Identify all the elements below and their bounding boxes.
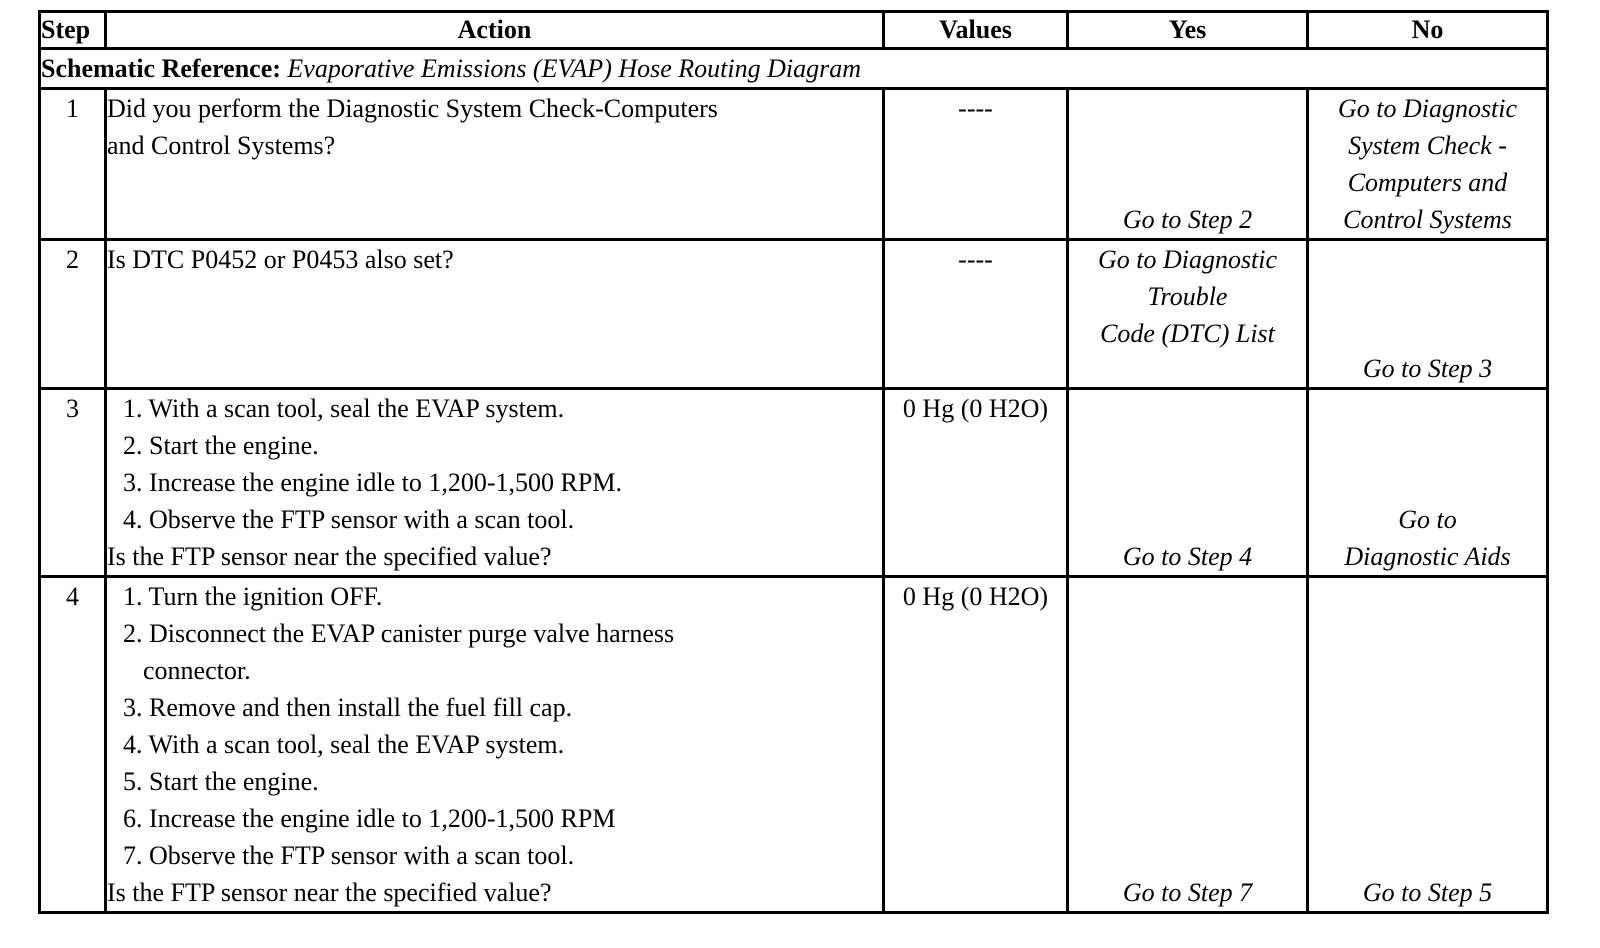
list-item: 3. Increase the engine idle to 1,200-1,500 RPM. [123,468,622,497]
step-list [107,390,882,538]
value-cell: 0 Hg (0 H2O) [884,389,1068,577]
list-item [123,652,882,689]
list-item: 4. Observe the FTP sensor with a scan tool. [123,505,575,534]
value-cell: ---- [884,89,1068,240]
schematic-row [40,49,1548,89]
step-number: 1 [40,89,106,240]
list-item-continuation: connector. [143,656,251,685]
list-item: 7. Observe the FTP sensor with a scan tool. [123,841,575,870]
action-cell [106,89,884,240]
list-item: 6. Increase the engine idle to 1,200-1,500 RPM [123,804,616,833]
yes-link[interactable]: Go to Step 7 [1122,878,1253,907]
step-number: 4 [40,577,106,913]
no-link[interactable] [1309,501,1546,575]
list-item: 2. Disconnect the EVAP canister purge valve harness [123,619,675,648]
header-row [40,12,1548,49]
yes-cell [1068,89,1308,240]
no-cell [1308,240,1548,389]
action-line: and Control Systems? [107,131,336,160]
yes-link[interactable]: Go to Step 4 [1122,542,1253,571]
schematic-label: Schematic Reference: [41,54,281,83]
header-yes: Yes [1068,12,1308,49]
no-link-line: Computers and [1347,168,1508,197]
question: Is the FTP sensor near the specified value? [107,542,552,571]
header-action: Action [106,12,884,49]
yes-link-line: Go to Diagnostic [1097,245,1278,274]
yes-cell [1068,389,1308,577]
list-item: 4. With a scan tool, seal the EVAP system. [123,730,565,759]
no-link-line: Go to [1398,505,1457,534]
schematic-reference [40,49,1548,89]
yes-link[interactable] [1069,241,1306,352]
value-cell: 0 Hg (0 H2O) [884,577,1068,913]
no-link[interactable]: Go to Step 3 [1362,354,1493,383]
action-cell [106,240,884,389]
step-list [107,578,882,874]
no-link[interactable] [1309,90,1546,238]
yes-link-line: Code (DTC) List [1100,319,1275,348]
table-row [40,389,1548,577]
list-item: 2. Start the engine. [123,431,319,460]
list-item: 3. Remove and then install the fuel fill cap. [123,693,573,722]
table-row [40,577,1548,913]
list-item: 5. Start the engine. [123,767,319,796]
action-cell [106,577,884,913]
yes-link[interactable]: Go to Step 2 [1122,205,1253,234]
no-link-line: Control Systems [1343,205,1512,234]
no-cell [1308,389,1548,577]
no-cell [1308,577,1548,913]
header-step: Step [40,12,106,49]
no-link-line: Go to Diagnostic [1337,94,1518,123]
no-link[interactable]: Go to Step 5 [1362,878,1493,907]
header-no: No [1308,12,1548,49]
yes-link-line: Trouble [1147,282,1228,311]
action-line: Is DTC P0452 or P0453 also set? [107,245,454,274]
list-item: 1. With a scan tool, seal the EVAP system. [123,394,565,423]
value-cell: ---- [884,240,1068,389]
yes-cell [1068,240,1308,389]
step-number: 3 [40,389,106,577]
action-line: Did you perform the Diagnostic System Check-Computers [107,94,718,123]
action-cell [106,389,884,577]
question: Is the FTP sensor near the specified value? [107,878,552,907]
schematic-link[interactable]: Evaporative Emissions (EVAP) Hose Routing Diagram [287,54,862,83]
table-row [40,89,1548,240]
diagnostic-table [38,10,1549,914]
list-item: 1. Turn the ignition OFF. [123,582,383,611]
yes-cell [1068,577,1308,913]
no-link-line: Diagnostic Aids [1344,542,1511,571]
no-link-line: System Check - [1348,131,1507,160]
table-row [40,240,1548,389]
no-cell [1308,89,1548,240]
step-number: 2 [40,240,106,389]
header-values: Values [884,12,1068,49]
